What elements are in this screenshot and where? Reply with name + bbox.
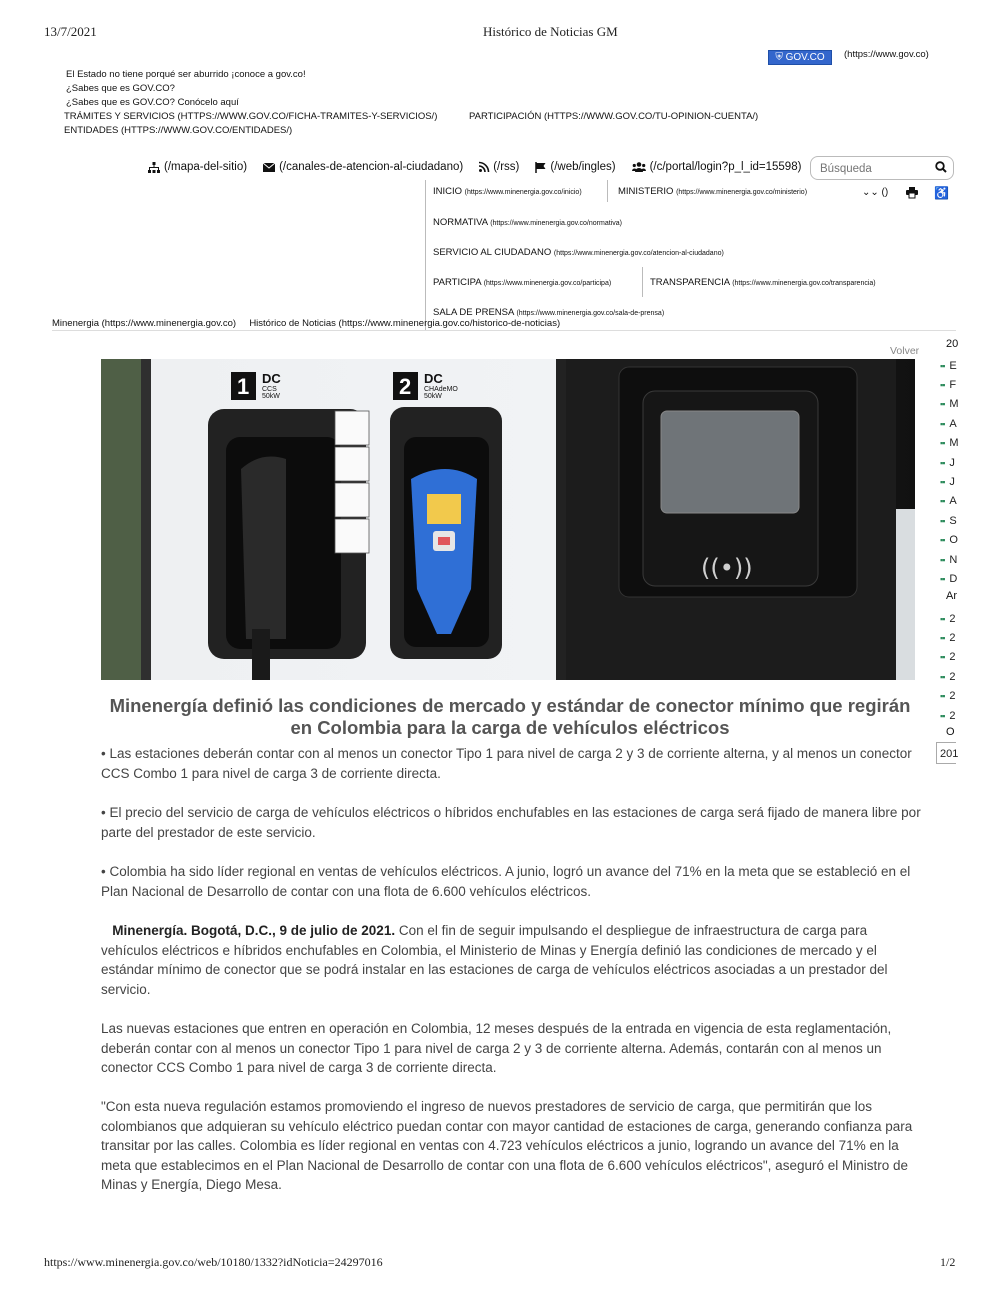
sidebar-archive-item[interactable] [940, 648, 956, 667]
sidebar-archive-label: 2 [949, 612, 956, 625]
list-bullet-icon: ▪▪ [940, 652, 945, 663]
english-link-label: (/web/ingles) [550, 161, 616, 173]
list-bullet-icon: ▪▪ [940, 418, 945, 429]
sidebar-month-item[interactable] [940, 569, 956, 588]
hero-image [101, 359, 915, 680]
article-paragraph-3: "Con esta nueva regulación estamos promoviendo el ingreso de nuevos prestadores de servicio de carga, que permitirán que los colombianos que adquieran su vehículo eléctrico puedan contar con mayor cantidad de estaciones de carga, generando confianza para transitar por las calles. Colombia es líder regional en ventas con 4.723 vehículos eléctricos a junio, logrando un avance del 71% en la meta que establecimos en el Plan Nacional de Desarrollo de contar con una flota de 6.600 vehículos eléctricos", aseguró el Ministro de Minas y Energía, Diego Mesa. [101, 1099, 913, 1193]
article-paragraph-1 [101, 921, 921, 999]
sidebar-month-item[interactable] [940, 531, 956, 550]
sidebar-month-item[interactable] [940, 511, 956, 530]
govco-line-1: El Estado no tiene porqué ser aburrido ¡conoce a gov.co! [66, 69, 306, 80]
sidebar-year-heading: 20 [946, 338, 959, 350]
menu-prensa-label: SALA DE PRENSA [433, 307, 514, 318]
breadcrumb-current[interactable]: Histórico de Noticias (https://www.minenergia.gov.co/historico-de-noticias) [249, 318, 561, 329]
double-chevron-down-icon: ⌄⌄ [862, 187, 879, 198]
sidebar-month-item[interactable] [940, 550, 956, 569]
canales-link-label: (/canales-de-atencion-al-ciudadano) [279, 161, 464, 173]
menu-ministerio-url: (https://www.minenergia.gov.co/ministerio) [676, 189, 808, 196]
sidebar-archive-item[interactable] [940, 609, 956, 628]
sidebar-month-item[interactable] [940, 453, 956, 472]
govco-logo-text: GOV.CO [785, 52, 825, 63]
menu-item-normativa[interactable] [433, 217, 622, 239]
printer-icon [906, 187, 918, 198]
sidebar-month-item[interactable] [940, 472, 956, 491]
sidebar-archive-item[interactable] [940, 667, 956, 686]
sidebar-archive-label: 2 [949, 670, 956, 683]
rss-link-label: (/rss) [493, 161, 520, 173]
sidebar-month-item[interactable] [940, 395, 959, 414]
sidebar-month-item[interactable] [940, 414, 956, 433]
sidebar-month-label: N [949, 553, 958, 566]
print-footer-page: 1/2 [940, 1255, 956, 1269]
breadcrumb-home[interactable]: Minenergia (https://www.minenergia.gov.co) [52, 318, 237, 329]
menu-transparencia-url: (https://www.minenergia.gov.co/transparencia) [732, 280, 876, 287]
connector-2-std: CHAdeMO [424, 386, 458, 393]
sidebar-month-label: S [949, 514, 957, 527]
article-bullet-3: • Colombia ha sido líder regional en ventas de vehículos eléctricos. A junio, logró un avance del 71% en la meta que se estableció en el Plan Nacional de Desarrollo de contar con una flota de 6.600 vehículos eléctricos. [101, 864, 911, 899]
list-bullet-icon: ▪▪ [940, 477, 945, 488]
list-bullet-icon: ▪▪ [940, 554, 945, 565]
divider [52, 330, 956, 331]
login-link-label: (/c/portal/login?p_l_id=15598) [649, 161, 802, 173]
rss-icon [479, 162, 489, 172]
sidebar-archive-label: 2 [949, 651, 956, 664]
utility-links [148, 161, 801, 173]
rss-link[interactable] [479, 161, 519, 173]
menu-prensa-url: (https://www.minenergia.gov.co/sala-de-prensa) [516, 310, 665, 317]
main-menu [428, 180, 958, 330]
menu-participa-url: (https://www.minenergia.gov.co/participa) [483, 280, 612, 287]
sidebar-month-label: M [949, 437, 959, 450]
sidebar-month-label: D [949, 572, 958, 585]
volver-link[interactable]: Volver [890, 345, 920, 357]
govco-line-2[interactable]: ¿Sabes que es GOV.CO? [66, 83, 175, 94]
list-bullet-icon: ▪▪ [940, 515, 945, 526]
list-bullet-icon: ▪▪ [940, 633, 945, 644]
connector-1-type: DC [262, 371, 281, 386]
connector-2-num: 2 [399, 374, 412, 399]
list-bullet-icon: ▪▪ [940, 457, 945, 468]
sidebar-month-label: F [949, 379, 957, 392]
menu-participa-label: PARTICIPA [433, 277, 482, 288]
search-input[interactable] [818, 162, 932, 176]
article-paragraph-1-text: Con el fin de seguir impulsando el despliegue de infraestructura de carga para vehículos eléctricos e híbridos enchufables en Colombia, el Ministerio de Minas y Energía definió las condiciones de mercado y el estándar mínimo de conector que se podrá instalar en las estaciones de carga de vehículos eléctricos asociadas a un prestador del servicio. [101, 923, 888, 997]
sidebar-archive-item[interactable] [940, 706, 956, 725]
accessibility-icon: ♿ [934, 186, 949, 200]
menu-item-transparencia[interactable] [650, 277, 876, 299]
connector-2-power: 50kW [424, 393, 442, 400]
list-bullet-icon: ▪▪ [940, 710, 945, 721]
list-bullet-icon: ▪▪ [940, 535, 945, 546]
sidebar-month-label: A [949, 495, 957, 508]
sitemap-icon [148, 162, 160, 173]
sidebar-archive-label: 2 [949, 632, 956, 645]
shield-icon: ⛨ [775, 52, 783, 63]
search-box [810, 156, 954, 180]
list-bullet-icon: ▪▪ [940, 573, 945, 584]
govco-line-3[interactable]: ¿Sabes que es GOV.CO? Conócelo aquí [66, 97, 239, 108]
article-bullet-1: • Las estaciones deberán contar con al menos un conector Tipo 1 para nivel de carga 2 y 3 de corriente alterna, y al menos un conector CCS Combo 1 para nivel de carga 3 de corriente directa. [101, 746, 912, 781]
list-bullet-icon: ▪▪ [940, 691, 945, 702]
sidebar-archive-label: 2 [949, 690, 956, 703]
year-select[interactable]: 201 [936, 742, 956, 764]
connector-1-num: 1 [237, 374, 250, 399]
list-bullet-icon: ▪▪ [940, 671, 945, 682]
print-footer-url: https://www.minenergia.gov.co/web/10180/1332?idNoticia=24297016 [44, 1255, 383, 1269]
nfc-icon: ((•)) [701, 554, 753, 582]
sidebar-month-item[interactable] [940, 375, 956, 394]
sidebar-month-label: O [949, 534, 958, 547]
menu-ministerio-label: MINISTERIO [618, 186, 674, 197]
flag-icon [535, 162, 546, 173]
article-paragraph-2: Las nuevas estaciones que entren en operación en Colombia, 12 meses después de la entrada en vigencia de esta reglamentación, deberán contar con al menos un conector Tipo 1 para nivel de carga 2 y 3 de corriente alterna. Además, contarán con al menos un conector CCS Combo 1 para nivel de carga 3 de corriente directa. [101, 1021, 892, 1076]
accessibility-button[interactable] [934, 186, 949, 208]
menu-servicio-url: (https://www.minenergia.gov.co/atencion-al-ciudadano) [553, 250, 724, 257]
menu-more-label: () [881, 187, 889, 198]
govco-participacion-link[interactable]: PARTICIPACIÓN (HTTPS://WWW.GOV.CO/TU-OPINION-CUENTA/) [469, 111, 759, 122]
sidebar-month-label: J [949, 456, 955, 469]
menu-more-button[interactable] [862, 187, 888, 209]
menu-item-ministerio[interactable] [618, 186, 807, 208]
list-bullet-icon: ▪▪ [940, 438, 945, 449]
users-icon [632, 162, 646, 172]
govco-logo[interactable] [768, 50, 832, 65]
sidebar-archive-item[interactable] [940, 628, 956, 647]
print-button[interactable] [906, 187, 918, 209]
sidebar-archive-item[interactable] [940, 687, 956, 706]
sidebar-months [940, 356, 959, 589]
menu-inicio-url: (https://www.minenergia.gov.co/inicio) [464, 189, 582, 196]
sidebar-month-item[interactable] [940, 492, 956, 511]
menu-item-servicio[interactable] [433, 247, 724, 269]
sidebar-month-item[interactable] [940, 434, 959, 453]
sidebar-month-label: E [949, 359, 957, 372]
connector-2-type: DC [424, 371, 443, 386]
list-bullet-icon: ▪▪ [940, 399, 945, 410]
list-bullet-icon: ▪▪ [940, 380, 945, 391]
menu-transparencia-label: TRANSPARENCIA [650, 277, 730, 288]
menu-normativa-url: (https://www.minenergia.gov.co/normativa) [490, 220, 622, 227]
menu-servicio-label: SERVICIO AL CIUDADANO [433, 247, 552, 258]
sitemap-link-label: (/mapa-del-sitio) [164, 161, 248, 173]
menu-inicio-label: INICIO [433, 186, 463, 197]
govco-entidades-link[interactable]: ENTIDADES (HTTPS://WWW.GOV.CO/ENTIDADES/) [64, 125, 293, 136]
english-link[interactable] [535, 161, 615, 173]
article-bullet-2: • El precio del servicio de carga de vehículos eléctricos o híbridos enchufables en las estaciones de carga será fijado de manera libre por parte del prestador de este servicio. [101, 805, 921, 840]
sitemap-link[interactable] [148, 161, 247, 173]
sidebar-archive-heading: Ar [946, 590, 957, 602]
charging-station-illustration [101, 359, 915, 680]
sidebar-archive [940, 609, 956, 725]
sidebar-month-label: M [949, 398, 959, 411]
print-date: 13/7/2021 [44, 24, 97, 39]
list-bullet-icon: ▪▪ [940, 496, 945, 507]
govco-url[interactable]: (https://www.gov.co) [844, 49, 929, 60]
article-dateline: Minenergía. Bogotá, D.C., 9 de julio de 2021. [112, 923, 396, 938]
article-title: Minenergía definió las condiciones de mercado y estándar de conector mínimo que regirán en Colombia para la carga de vehículos eléctricos [109, 695, 911, 738]
menu-item-inicio[interactable] [433, 186, 582, 208]
connector-1-power: 50kW [262, 393, 280, 400]
search-icon[interactable] [935, 161, 947, 176]
envelope-icon [263, 163, 275, 172]
print-title: Histórico de Noticias GM [483, 24, 618, 39]
menu-normativa-label: NORMATIVA [433, 217, 488, 228]
connector-1-std: CCS [262, 386, 277, 393]
govco-tramites-link[interactable]: TRÁMITES Y SERVICIOS (HTTPS://WWW.GOV.CO/FICHA-TRAMITES-Y-SERVICIOS/) [64, 111, 438, 122]
sidebar-month-item[interactable] [940, 356, 956, 375]
sidebar-other-heading: O [946, 726, 955, 738]
menu-item-participa[interactable] [433, 277, 611, 299]
sidebar-month-label: J [949, 476, 955, 489]
sidebar-month-label: A [949, 417, 957, 430]
login-link[interactable] [632, 161, 802, 173]
list-bullet-icon: ▪▪ [940, 613, 945, 624]
breadcrumb [52, 318, 560, 329]
canales-link[interactable] [263, 161, 463, 173]
list-bullet-icon: ▪▪ [940, 360, 945, 371]
sidebar-archive-label: 2 [949, 709, 956, 722]
